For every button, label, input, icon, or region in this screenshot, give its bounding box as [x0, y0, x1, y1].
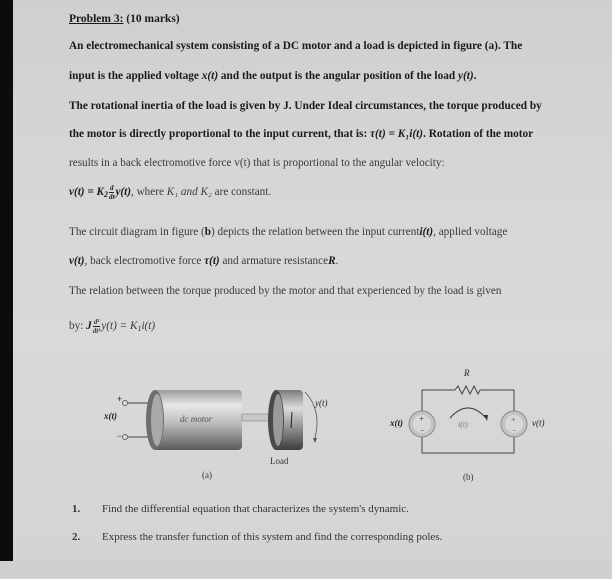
text: input is the applied voltage	[69, 70, 202, 82]
text: by:	[69, 320, 87, 333]
para1-line1: An electromechanical system consisting of a DC motor and a load is depicted in figure (a). The	[69, 40, 523, 52]
current-label: i(t)	[458, 420, 468, 429]
resistor-label: R	[464, 368, 470, 378]
eq1-rhs: y(t)	[115, 186, 131, 199]
text: .	[473, 70, 477, 82]
text: .	[335, 255, 339, 267]
question-number: 1.	[72, 503, 81, 515]
torque-equation: τ(t) = K₁i(t)	[370, 128, 424, 140]
page-bottom-margin	[0, 561, 612, 579]
eq2-sub: 1	[137, 324, 142, 334]
math-y: y(t)	[457, 70, 474, 82]
eq1-lhs: v(t) = K	[69, 186, 104, 199]
figure-a-caption: (a)	[202, 470, 212, 480]
figure-a-dc-motor	[100, 380, 340, 480]
math-J: J	[86, 320, 92, 333]
problem-title	[69, 13, 180, 25]
text: The circuit diagram in figure (	[69, 226, 205, 238]
text: ) depicts the relation between the input current	[210, 226, 420, 238]
input-voltage-label: x(t)	[104, 411, 117, 421]
minus-terminal-label: −	[117, 431, 123, 441]
figure-b-caption: (b)	[463, 472, 474, 482]
motor-label: dc motor	[180, 414, 213, 424]
derivative-fraction	[109, 184, 115, 201]
para1-line2	[69, 70, 477, 82]
problem-marks: (10 marks)	[123, 13, 180, 25]
figure-b-circuit	[380, 360, 580, 485]
frac-den: dt	[108, 193, 115, 201]
equation-back-emf	[69, 184, 271, 201]
plus-terminal-label: +	[117, 394, 123, 404]
svg-text:+: +	[511, 415, 516, 424]
question-number: 2.	[72, 531, 81, 543]
k1: K₁	[166, 186, 179, 199]
frac-num: d	[109, 184, 114, 192]
question-text: Find the differential equation that characterizes the system's dynamic.	[102, 503, 409, 515]
svg-text:+: +	[419, 414, 425, 424]
para3-line1	[69, 226, 507, 238]
frac-den: dt²	[92, 327, 101, 335]
question-text: Express the transfer function of this system and find the corresponding poles.	[102, 531, 443, 543]
equation-torque-load	[69, 318, 155, 335]
problem-number: Problem 3:	[69, 13, 124, 25]
text: the motor is directly proportional to the input current, that is:	[69, 128, 371, 140]
text: and armature resistance	[219, 255, 329, 267]
eq2-rhs: y(t) = K	[101, 320, 138, 333]
second-derivative-fraction	[93, 318, 101, 335]
circuit-diagram	[380, 360, 580, 485]
text: , applied voltage	[433, 226, 508, 238]
para3-line2	[69, 255, 338, 267]
math-R: R	[328, 255, 336, 267]
dc-motor-illustration	[100, 380, 340, 480]
text: , where	[131, 186, 167, 199]
math-i: i(t)	[419, 226, 434, 238]
svg-text:−: −	[420, 426, 425, 435]
math-tau: τ(t)	[204, 255, 220, 267]
output-position-label: y(t)	[315, 398, 328, 408]
text: , back electromotive force	[84, 255, 205, 267]
para2-line3: results in a back electromotive force v(t) that is proportional to the angular velocity:	[69, 157, 445, 169]
math-x: x(t)	[201, 70, 219, 82]
eq1-sub: 2	[103, 190, 108, 200]
text: . Rotation of the motor	[423, 128, 534, 140]
para4-line1: The relation between the torque produced by the motor and that experienced by the load is given	[69, 285, 502, 297]
para2-line1: The rotational inertia of the load is given by J. Under Ideal circumstances, the torque produced by	[69, 100, 542, 112]
math-v: v(t)	[69, 255, 85, 267]
right-source-label: v(t)	[532, 418, 545, 428]
k2: K₂	[200, 186, 212, 199]
frac-num: d²	[93, 318, 100, 326]
fig-b-ref: b	[204, 226, 211, 238]
para2-line2	[69, 128, 533, 140]
text: and the output is the angular position of the load	[218, 70, 458, 82]
eq2-tail: i(t)	[141, 320, 156, 333]
text: are constant.	[211, 186, 272, 199]
load-label: Load	[270, 456, 289, 466]
left-source-label: x(t)	[390, 418, 403, 428]
svg-text:−: −	[512, 426, 517, 435]
text: and	[178, 186, 201, 199]
